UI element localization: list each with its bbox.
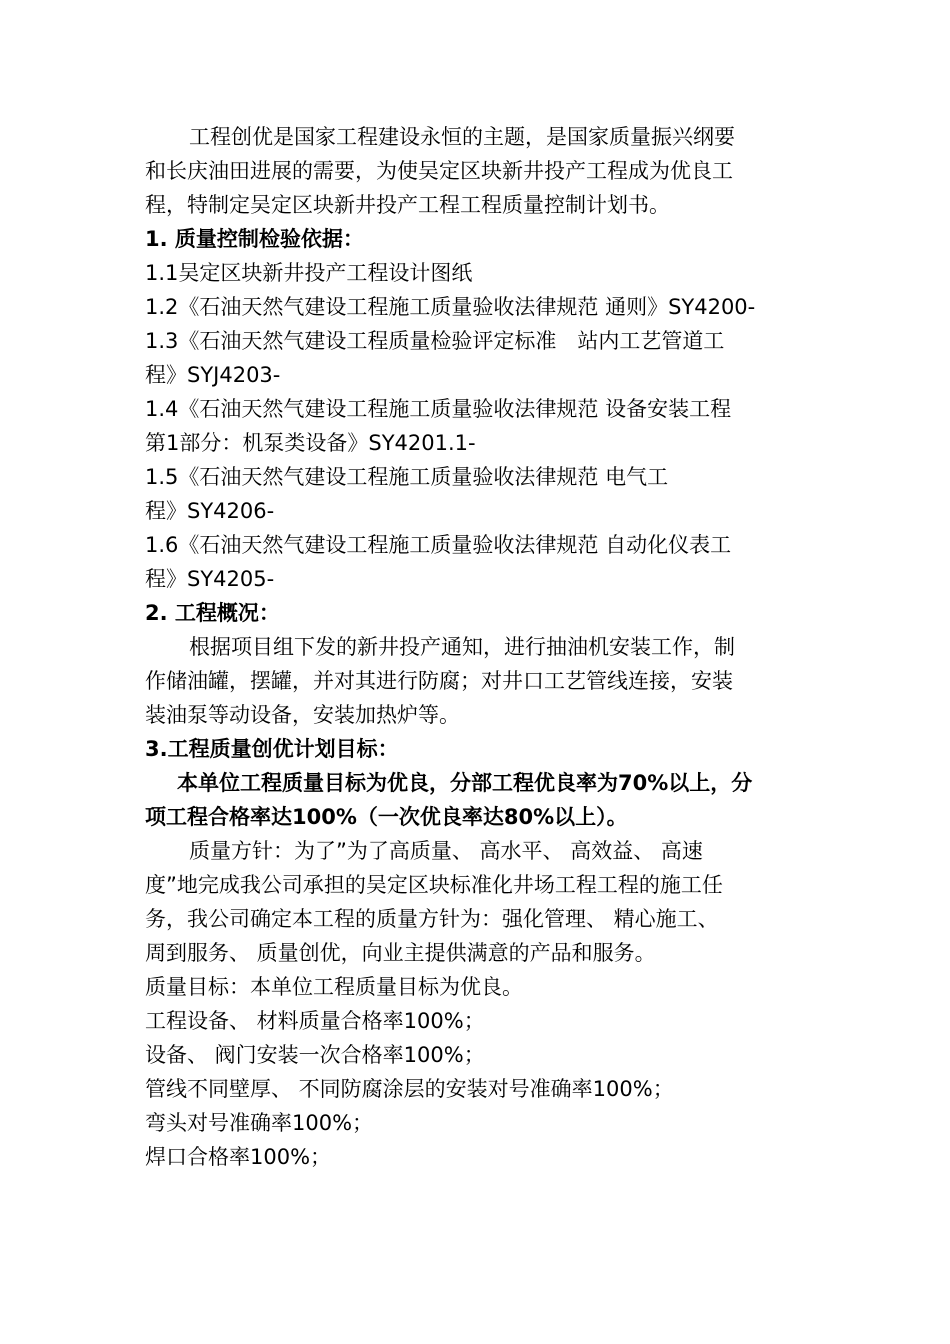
section-heading-1: 1. 质量控制检验依据： — [145, 227, 364, 251]
paragraph-line: 设备、 阀门安装一次合格率100%； — [145, 1043, 485, 1067]
paragraph-line: 周到服务、 质量创优，向业主提供满意的产品和服务。 — [145, 941, 656, 965]
paragraph-line: 程，特制定吴定区块新井投产工程工程质量控制计划书。 — [145, 193, 670, 217]
paragraph-line: 工程创优是国家工程建设永恒的主题，是国家质量振兴纲要 — [189, 125, 735, 149]
paragraph-line: 工程设备、 材料质量合格率100%； — [145, 1009, 485, 1033]
paragraph-line: 务，我公司确定本工程的质量方针为：强化管理、 精心施工、 — [145, 907, 719, 931]
paragraph-line: 度”地完成我公司承担的吴定区块标准化井场工程工程的施工任 — [145, 873, 723, 897]
paragraph-line: 质量方针：为了”为了高质量、 高水平、 高效益、 高速 — [189, 839, 703, 863]
list-item-continuation: 程》SYJ4203- — [145, 363, 281, 387]
list-item-continuation: 程》SY4205- — [145, 567, 275, 591]
paragraph-line: 根据项目组下发的新井投产通知，进行抽油机安装工作，制 — [189, 635, 735, 659]
list-item: 1.4《石油天然气建设工程施工质量验收法律规范 设备安装工程 — [145, 397, 732, 421]
document-body — [145, 120, 810, 1174]
paragraph-line: 装油泵等动设备，安装加热炉等。 — [145, 703, 460, 727]
paragraph-line: 质量目标：本单位工程质量目标为优良。 — [145, 975, 523, 999]
section-heading-3: 3.工程质量创优计划目标： — [145, 737, 399, 761]
list-item: 1.6《石油天然气建设工程施工质量验收法律规范 自动化仪表工 — [145, 533, 732, 557]
quality-target-line: 本单位工程质量目标为优良，分部工程优良率为70%以上，分 — [177, 771, 753, 795]
quality-target-line: 项工程合格率达100%（一次优良率达80%以上）。 — [145, 805, 628, 829]
list-item: 1.1吴定区块新井投产工程设计图纸 — [145, 261, 473, 285]
list-item: 1.5《石油天然气建设工程施工质量验收法律规范 电气工 — [145, 465, 669, 489]
paragraph-line: 焊口合格率100%； — [145, 1145, 332, 1169]
list-item: 1.3《石油天然气建设工程质量检验评定标准 站内工艺管道工 — [145, 329, 725, 353]
section-heading-2: 2. 工程概况： — [145, 601, 280, 625]
paragraph-line: 作储油罐，摆罐，并对其进行防腐；对井口工艺管线连接，安装 — [145, 669, 733, 693]
paragraph-line: 和长庆油田进展的需要，为使吴定区块新井投产工程成为优良工 — [145, 159, 733, 183]
paragraph-line: 弯头对号准确率100%； — [145, 1111, 374, 1135]
list-item: 1.2《石油天然气建设工程施工质量验收法律规范 通则》SY4200- — [145, 295, 756, 319]
paragraph-line: 管线不同壁厚、 不同防腐涂层的安装对号准确率100%； — [145, 1077, 674, 1101]
list-item-continuation: 程》SY4206- — [145, 499, 275, 523]
list-item-continuation: 第1部分：机泵类设备》SY4201.1- — [145, 431, 476, 455]
